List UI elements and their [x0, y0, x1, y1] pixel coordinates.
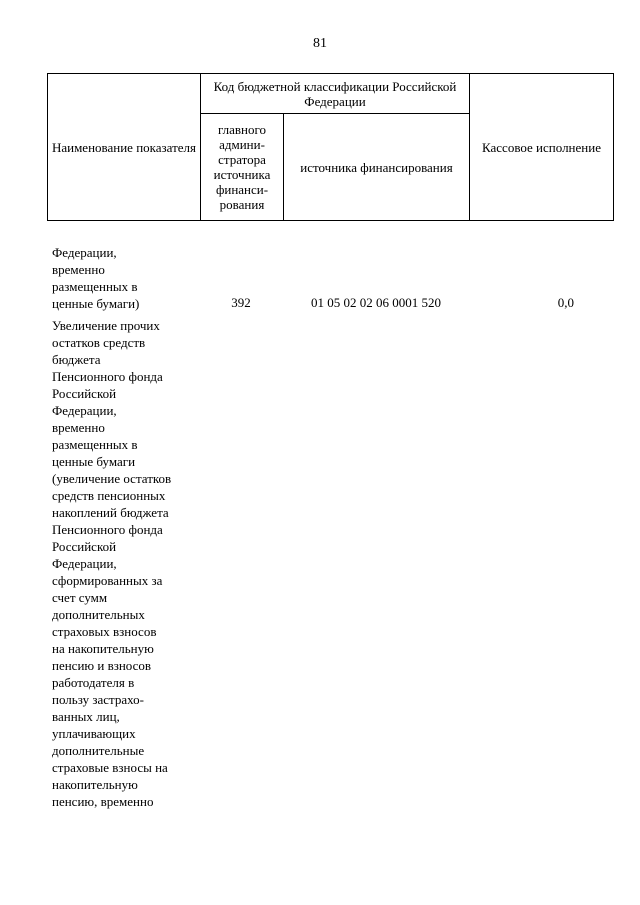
row-name-line: остатков средств: [52, 335, 146, 350]
row-name-line: счет сумм: [52, 590, 108, 605]
row-name-line: Федерации,: [52, 556, 117, 571]
row-name-line: ванных лиц,: [52, 709, 120, 724]
row-name-line: уплачивающих: [52, 726, 136, 741]
header-admin-line: источника: [213, 167, 271, 182]
row-name-line: пенсию, временно: [52, 794, 154, 809]
row-name-line: страховых взносов: [52, 624, 157, 639]
row-name-line: Российской: [52, 539, 117, 554]
row-name-line: работодателя в: [52, 675, 135, 690]
row-name-line: Российской: [52, 386, 117, 401]
header-admin-line: админи-: [219, 137, 265, 152]
header-admin-line: финанси-: [215, 182, 269, 197]
row-name-line: Федерации,: [52, 245, 117, 260]
row-name-line: размещенных в: [52, 279, 138, 294]
header-admin-line: главного: [217, 122, 267, 137]
row-admin-code: 392: [231, 295, 251, 310]
row-name-line: пользу застрахо-: [52, 692, 144, 707]
row-name: [52, 244, 202, 312]
row-name-line: временно: [52, 420, 105, 435]
header-admin-column: [201, 114, 284, 221]
row-name-line: Пенсионного фонда: [52, 522, 163, 537]
header-execution-column: Кассовое исполнение: [470, 74, 614, 221]
row-name-line: Пенсионного фонда: [52, 369, 163, 384]
row-name-line: Увеличение прочих: [52, 318, 160, 333]
row-name-line: страховые взносы на: [52, 760, 168, 775]
row-name-line: дополнительных: [52, 607, 145, 622]
row-name-line: (увеличение остатков: [52, 471, 172, 486]
row-name-line: сформированных за: [52, 573, 163, 588]
row-name-line: пенсию и взносов: [52, 658, 152, 673]
row-name-line: дополнительные: [52, 743, 145, 758]
row-name-line: на накопительную: [52, 641, 154, 656]
row-name-line: временно: [52, 262, 105, 277]
row-source-code: 01 05 02 02 06 0001 520: [311, 295, 441, 310]
header-admin-line: рования: [219, 197, 265, 212]
row-name-line: средств пенсионных: [52, 488, 166, 503]
row-name-line: ценные бумаги: [52, 454, 136, 469]
header-admin-line: стратора: [218, 152, 266, 167]
row-name-line: ценные бумаги): [52, 296, 140, 311]
row-name-line: бюджета: [52, 352, 101, 367]
row-name-line: Федерации,: [52, 403, 117, 418]
page-number: 81: [313, 36, 327, 51]
table-row: [52, 244, 202, 312]
table-row: [52, 317, 202, 810]
header-code-group: Код бюджетной классификации Российской Федерации: [201, 74, 470, 114]
table-header: [47, 73, 614, 221]
row-name-line: накоплений бюджета: [52, 505, 169, 520]
header-source-column: источника финансирования: [284, 114, 470, 221]
row-amount: 0,0: [557, 295, 574, 310]
row-name-line: размещенных в: [52, 437, 138, 452]
row-name-line: накопительную: [52, 777, 138, 792]
header-name-column: Наименование показателя: [48, 74, 201, 221]
row-name: [52, 317, 202, 810]
